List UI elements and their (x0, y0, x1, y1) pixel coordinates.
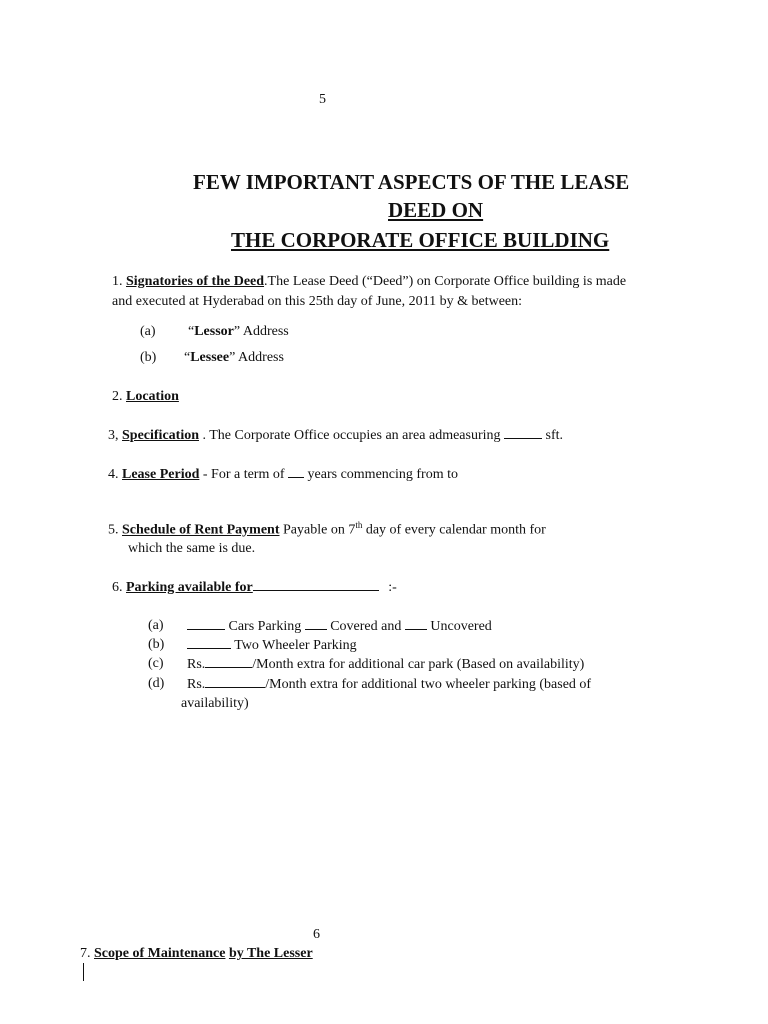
parking-d-text: /Month extra for additional two wheeler parking (based of (265, 677, 592, 692)
section-5-heading: Schedule of Rent Payment (122, 522, 280, 538)
section-4-heading: Lease Period (122, 467, 200, 482)
section-1-text-line2: and executed at Hyderabad on this 25th day of June, 2011 by & between: (112, 294, 523, 309)
page-title-line2: DEED ON (388, 198, 484, 222)
parking-b-text: Two Wheeler Parking (231, 638, 357, 653)
section-6 (112, 579, 397, 596)
covered-blank (305, 618, 327, 630)
section-3-number: 3, (108, 428, 119, 443)
lessor-name: Lessor (194, 324, 234, 339)
parking-item-b (187, 637, 357, 654)
parking-a-text2: Covered and (326, 619, 405, 634)
list-item-label: (b) (140, 350, 157, 365)
section-4-text-after: years commencing from to (304, 467, 458, 482)
parking-c-text: /Month extra for additional car park (Based on availability) (252, 657, 585, 672)
car-park-rate-blank (205, 656, 252, 668)
section-4-text-before: - For a term of (199, 467, 289, 482)
list-item-label: (a) (140, 324, 156, 339)
section-7-number: 7. (80, 946, 91, 961)
lessor-line (188, 324, 289, 340)
parking-d-text-line2: availability) (181, 696, 249, 711)
section-4 (108, 466, 458, 483)
cars-blank (187, 618, 225, 630)
quote-open: “ (184, 350, 191, 365)
lessee-name: Lessee (190, 350, 230, 365)
parking-blank (253, 579, 379, 591)
section-2-number: 2. (112, 389, 123, 404)
parking-d-prefix: Rs. (187, 677, 206, 692)
page-number-top: 5 (319, 92, 326, 107)
parking-item-label: (a) (148, 618, 164, 633)
parking-item-c (187, 656, 584, 673)
section-1-text-line1: .The Lease Deed (“Deed”) on Corporate Office building is made (264, 274, 627, 289)
page-number-bottom: 6 (313, 927, 320, 942)
parking-a-text3: Uncovered (426, 619, 492, 634)
two-wheeler-rate-blank (205, 676, 265, 688)
lessee-line (184, 350, 284, 366)
ordinal-suffix: th (355, 520, 363, 530)
years-blank (288, 466, 304, 478)
parking-item-label: (c) (148, 656, 164, 671)
parking-a-text1: Cars Parking (225, 619, 305, 634)
section-6-heading: Parking available for (126, 580, 253, 595)
section-3-heading: Specification (122, 428, 199, 443)
section-1-heading: Signatories of the Deed (126, 274, 265, 289)
section-4-number: 4. (108, 467, 119, 482)
section-7-heading-2: by The Lesser (228, 946, 313, 961)
parking-item-label: (d) (148, 676, 165, 691)
section-7-heading: Scope of Maintenance (94, 946, 226, 961)
section-5-text-before: Payable on 7 (279, 522, 356, 538)
section-1-line1 (112, 274, 626, 290)
section-3-unit: sft. (542, 428, 564, 443)
parking-item-label: (b) (148, 637, 165, 652)
section-6-suffix: :- (388, 580, 397, 595)
section-2-heading: Location (126, 389, 179, 404)
section-2 (112, 389, 179, 405)
lessee-rest: ” Address (229, 350, 284, 365)
lessor-rest: ” Address (233, 324, 289, 339)
section-3-text: . The Corporate Office occupies an area admeasuring (199, 428, 505, 443)
parking-c-prefix: Rs. (187, 657, 206, 672)
page-title-line1: FEW IMPORTANT ASPECTS OF THE LEASE (193, 170, 630, 194)
parking-item-d (187, 676, 591, 693)
section-5 (108, 520, 546, 539)
section-7 (80, 946, 313, 962)
section-3 (108, 427, 563, 444)
two-wheeler-blank (187, 637, 231, 649)
quote-open: “ (188, 324, 195, 339)
area-blank (504, 427, 542, 439)
section-5-text-line2: which the same is due. (128, 541, 256, 556)
page-title-line3: THE CORPORATE OFFICE BUILDING (231, 228, 610, 252)
text-cursor (83, 963, 84, 981)
section-5-number: 5. (108, 522, 119, 538)
section-6-number: 6. (112, 580, 123, 595)
uncovered-blank (405, 618, 427, 630)
section-5-text-after: day of every calendar month for (362, 522, 546, 538)
parking-item-a (187, 618, 492, 635)
section-1-number: 1. (112, 274, 123, 289)
